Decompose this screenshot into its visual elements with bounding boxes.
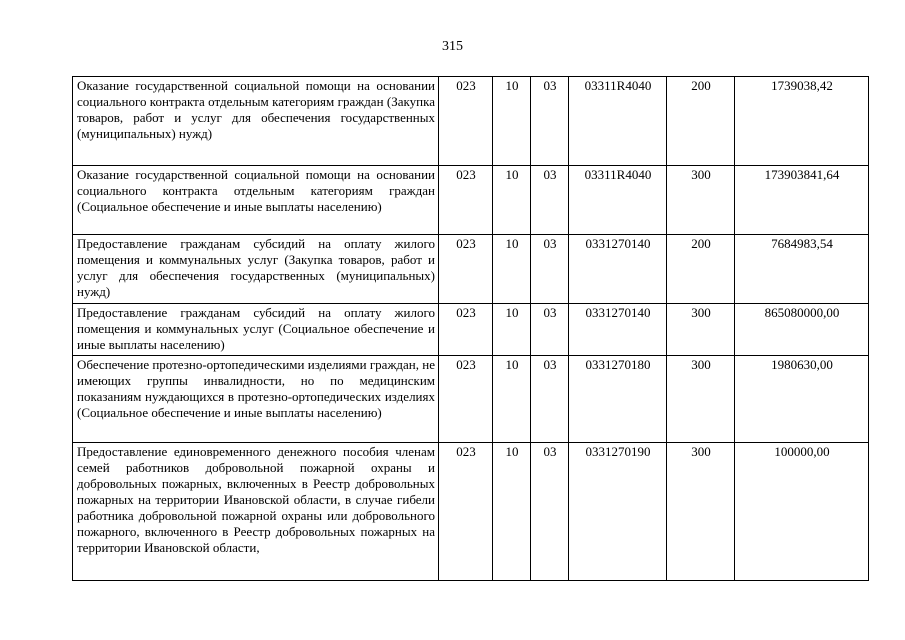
- section-code: 10: [493, 235, 531, 304]
- subsection-code: 03: [531, 77, 569, 166]
- section-code: 10: [493, 443, 531, 581]
- expense-type-code: 300: [667, 304, 735, 356]
- expense-type-code: 300: [667, 356, 735, 443]
- amount-value: 865080000,00: [735, 304, 869, 356]
- section-code: 10: [493, 166, 531, 235]
- page-number: 315: [442, 39, 463, 54]
- row-description: Обеспечение протезно-ортопедическими изделиями граждан, не имеющих группы инвалидности, но по медицинским показаниям нуждающихся в протезно-ортопедических изделиях (Социальное обеспечение и иные выплаты населению): [73, 356, 439, 443]
- target-article-code: 0331270180: [569, 356, 667, 443]
- target-article-code: 0331270140: [569, 235, 667, 304]
- amount-value: 1739038,42: [735, 77, 869, 166]
- section-code: 10: [493, 77, 531, 166]
- target-article-code: 0331270190: [569, 443, 667, 581]
- section-code: 10: [493, 304, 531, 356]
- target-article-code: 03311R4040: [569, 77, 667, 166]
- table-row: [73, 304, 869, 356]
- row-description: Оказание государственной социальной помощи на основании социального контракта отдельным категориям граждан (Закупка товаров, работ и услуг для обеспечения государственных (муниципальных) нужд): [73, 77, 439, 166]
- ministry-code: 023: [439, 304, 493, 356]
- table-row: [73, 166, 869, 235]
- expense-type-code: 200: [667, 77, 735, 166]
- row-description: Предоставление гражданам субсидий на оплату жилого помещения и коммунальных услуг (Закупка товаров, работ и услуг для обеспечения государственных (муниципальных) нужд): [73, 235, 439, 304]
- subsection-code: 03: [531, 356, 569, 443]
- ministry-code: 023: [439, 77, 493, 166]
- row-description-text: Предоставление единовременного денежного пособия членам семей работников добровольной пожарной охраны и добровольных пожарных, включенных в Реестр добровольных пожарных на территории Ивановской области, в случае гибели работника добровольной пожарной охраны или добровольного пожарного, включенного в Реестр добровольных пожарных на территории Ивановской области,: [77, 444, 435, 555]
- row-description: [73, 443, 439, 581]
- subsection-code: 03: [531, 443, 569, 581]
- amount-value: 1980630,00: [735, 356, 869, 443]
- table-row: [73, 235, 869, 304]
- expense-type-code: 300: [667, 443, 735, 581]
- section-code: 10: [493, 356, 531, 443]
- target-article-code: 03311R4040: [569, 166, 667, 235]
- row-description: Предоставление гражданам субсидий на оплату жилого помещения и коммунальных услуг (Социальное обеспечение и иные выплаты населению): [73, 304, 439, 356]
- ministry-code: 023: [439, 166, 493, 235]
- amount-value: 100000,00: [735, 443, 869, 581]
- amount-value: 7684983,54: [735, 235, 869, 304]
- ministry-code: 023: [439, 356, 493, 443]
- amount-value: 173903841,64: [735, 166, 869, 235]
- expense-type-code: 300: [667, 166, 735, 235]
- table-row: [73, 77, 869, 166]
- row-description: Оказание государственной социальной помощи на основании социального контракта отдельным категориям граждан (Социальное обеспечение и иные выплаты населению): [73, 166, 439, 235]
- expense-type-code: 200: [667, 235, 735, 304]
- target-article-code: 0331270140: [569, 304, 667, 356]
- budget-table: [72, 76, 869, 581]
- subsection-code: 03: [531, 304, 569, 356]
- subsection-code: 03: [531, 235, 569, 304]
- table-row: [73, 443, 869, 581]
- subsection-code: 03: [531, 166, 569, 235]
- table-row: [73, 356, 869, 443]
- ministry-code: 023: [439, 443, 493, 581]
- ministry-code: 023: [439, 235, 493, 304]
